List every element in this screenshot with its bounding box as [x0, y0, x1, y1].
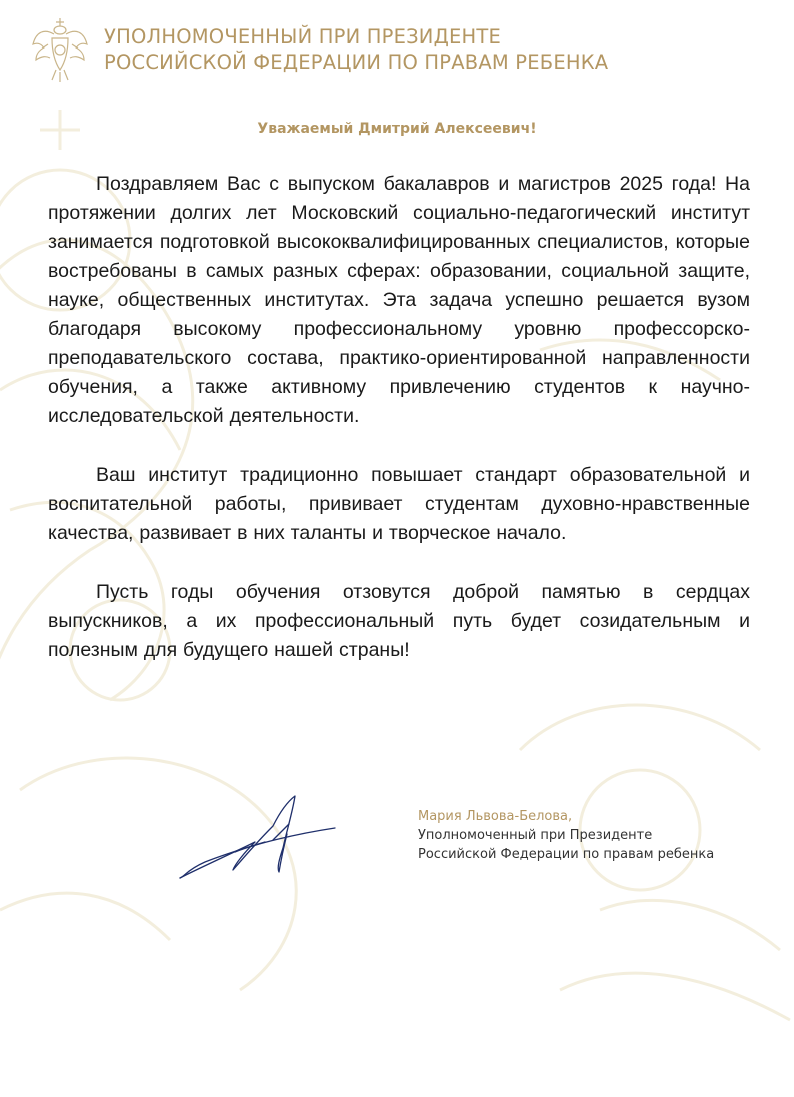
- letterhead: [30, 14, 608, 84]
- letterhead-line-2: РОССИЙСКОЙ ФЕДЕРАЦИИ ПО ПРАВАМ РЕБЕНКА: [104, 51, 609, 74]
- signatory-name: Мария Львова-Белова,: [418, 809, 573, 824]
- greeting: Уважаемый Дмитрий Алексеевич!: [257, 121, 537, 137]
- paragraph-2: Ваш институт традиционно повышает стандарт образовательной и воспитательной работы, прививает студентам духовно-нравственные качества, развивает в них таланты и творческое начало.: [48, 464, 750, 544]
- signatory-position-line-2: Российской Федерации по правам ребенка: [418, 847, 715, 862]
- letter-body: [48, 170, 750, 695]
- handwritten-signature: [175, 790, 345, 885]
- paragraph-3: Пусть годы обучения отзовутся доброй памятью в сердцах выпускников, а их профессиональный путь будет созидательным и полезным для будущего нашей страны!: [48, 581, 750, 661]
- letterhead-line-1: УПОЛНОМОЧЕННЫЙ ПРИ ПРЕЗИДЕНТЕ: [104, 25, 502, 48]
- signatory-block: [418, 807, 714, 864]
- coat-of-arms-icon: [30, 14, 90, 84]
- signatory-position-line-1: Уполномоченный при Президенте: [418, 828, 653, 843]
- paragraph-1: Поздравляем Вас с выпуском бакалавров и магистров 2025 года! На протяжении долгих лет Московский социально-педагогический институт занимается подготовкой высококвалифицированных специалистов, которые востребованы в самых разных сферах: образовании, социальной защите, науке, общественных институтах. Эта задача успешно решается вузом благодаря высокому профессиональному уровню профессорско-преподавательского состава, практико-ориентированной направленности обучения, а также активному привлечению студентов к научно-исследовательской деятельности.: [48, 173, 750, 427]
